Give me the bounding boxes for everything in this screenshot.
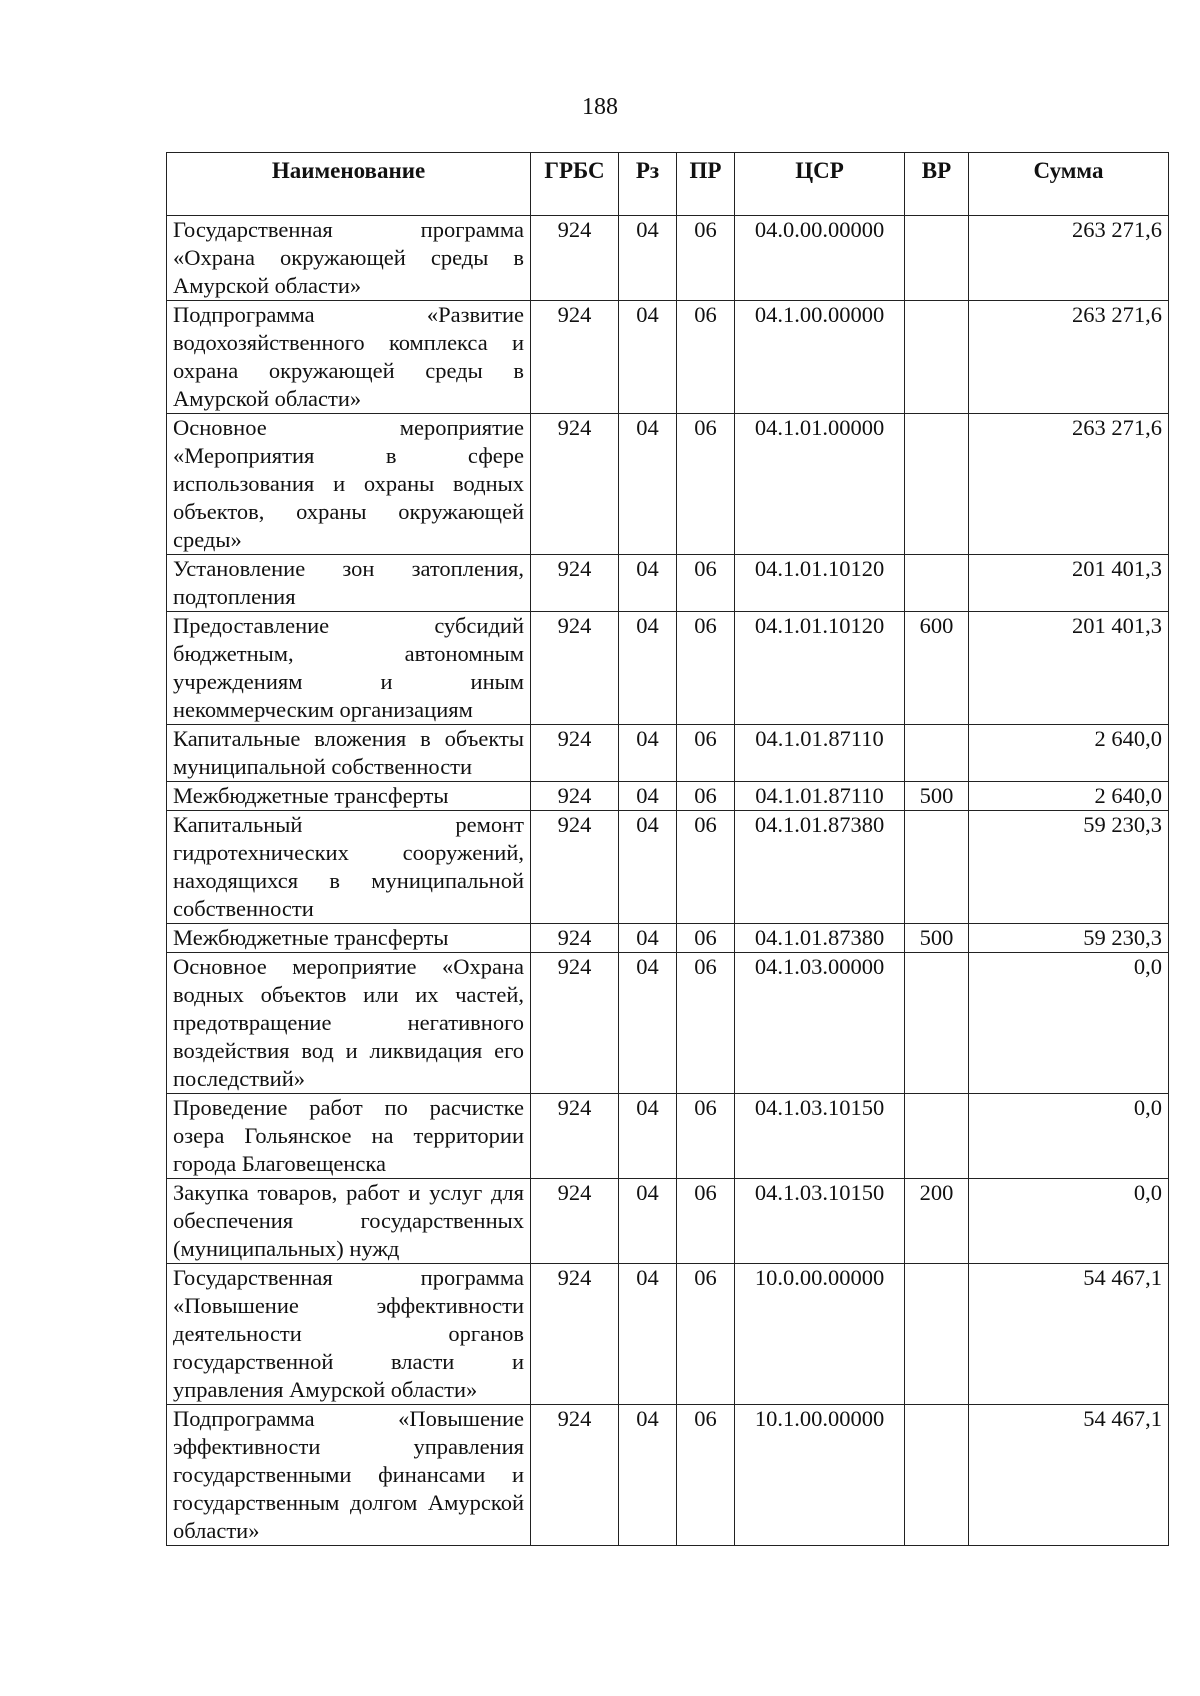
- row-grbs: 924: [531, 1179, 619, 1264]
- row-vr: [905, 1405, 969, 1546]
- row-csr: 04.1.01.10120: [735, 612, 905, 725]
- table-row: [167, 1405, 1169, 1546]
- row-sum: 59 230,3: [969, 811, 1169, 924]
- row-name: Основное мероприятие «Мероприятия в сфере использования и охраны водных объектов, охраны окружающей среды»: [167, 414, 531, 555]
- header-pr: ПР: [677, 153, 735, 216]
- table-row: [167, 555, 1169, 612]
- row-sum: 54 467,1: [969, 1264, 1169, 1405]
- row-pr: 06: [677, 953, 735, 1094]
- row-vr: [905, 1094, 969, 1179]
- row-grbs: 924: [531, 414, 619, 555]
- table-row: [167, 953, 1169, 1094]
- row-pr: 06: [677, 555, 735, 612]
- row-name: Основное мероприятие «Охрана водных объектов или их частей, предотвращение негативного воздействия вод и ликвидация его последствий»: [167, 953, 531, 1094]
- row-name: Межбюджетные трансферты: [167, 924, 531, 953]
- row-rz: 04: [619, 1264, 677, 1405]
- row-csr: 04.1.03.10150: [735, 1094, 905, 1179]
- row-pr: 06: [677, 924, 735, 953]
- table-row: [167, 216, 1169, 301]
- table-row: [167, 414, 1169, 555]
- row-pr: 06: [677, 811, 735, 924]
- row-rz: 04: [619, 782, 677, 811]
- row-rz: 04: [619, 725, 677, 782]
- row-vr: 200: [905, 1179, 969, 1264]
- row-csr: 04.0.00.00000: [735, 216, 905, 301]
- table-row: [167, 301, 1169, 414]
- row-sum: 263 271,6: [969, 216, 1169, 301]
- row-csr: 04.1.01.87110: [735, 725, 905, 782]
- row-pr: 06: [677, 301, 735, 414]
- row-vr: 500: [905, 924, 969, 953]
- row-csr: 04.1.01.00000: [735, 414, 905, 555]
- table-row: [167, 811, 1169, 924]
- row-sum: 201 401,3: [969, 555, 1169, 612]
- row-rz: 04: [619, 1179, 677, 1264]
- row-name: Государственная программа «Охрана окружающей среды в Амурской области»: [167, 216, 531, 301]
- row-rz: 04: [619, 953, 677, 1094]
- row-pr: 06: [677, 1264, 735, 1405]
- row-rz: 04: [619, 1405, 677, 1546]
- row-rz: 04: [619, 811, 677, 924]
- row-grbs: 924: [531, 301, 619, 414]
- row-sum: 59 230,3: [969, 924, 1169, 953]
- table-row: [167, 612, 1169, 725]
- row-name: Предоставление субсидий бюджетным, автономным учреждениям и иным некоммерческим организациям: [167, 612, 531, 725]
- row-name: Капитальные вложения в объекты муниципальной собственности: [167, 725, 531, 782]
- row-grbs: 924: [531, 1405, 619, 1546]
- row-pr: 06: [677, 612, 735, 725]
- table-row: [167, 782, 1169, 811]
- row-name: Государственная программа «Повышение эффективности деятельности органов государственной власти и управления Амурской области»: [167, 1264, 531, 1405]
- row-grbs: 924: [531, 811, 619, 924]
- row-csr: 10.0.00.00000: [735, 1264, 905, 1405]
- row-name: Межбюджетные трансферты: [167, 782, 531, 811]
- row-sum: 2 640,0: [969, 725, 1169, 782]
- row-vr: [905, 1264, 969, 1405]
- row-vr: [905, 811, 969, 924]
- table-header-row: [167, 153, 1169, 216]
- budget-table: [166, 152, 1169, 1546]
- header-vr: ВР: [905, 153, 969, 216]
- row-csr: 04.1.01.87380: [735, 924, 905, 953]
- row-csr: 04.1.01.10120: [735, 555, 905, 612]
- row-csr: 04.1.03.10150: [735, 1179, 905, 1264]
- header-sum: Сумма: [969, 153, 1169, 216]
- row-vr: [905, 414, 969, 555]
- row-vr: [905, 216, 969, 301]
- row-sum: 2 640,0: [969, 782, 1169, 811]
- header-rz: Рз: [619, 153, 677, 216]
- row-vr: [905, 725, 969, 782]
- row-grbs: 924: [531, 953, 619, 1094]
- header-grbs: ГРБС: [531, 153, 619, 216]
- row-sum: 263 271,6: [969, 414, 1169, 555]
- row-pr: 06: [677, 725, 735, 782]
- row-name: Установление зон затопления, подтопления: [167, 555, 531, 612]
- row-rz: 04: [619, 1094, 677, 1179]
- row-rz: 04: [619, 924, 677, 953]
- row-rz: 04: [619, 216, 677, 301]
- row-sum: 0,0: [969, 953, 1169, 1094]
- row-vr: 600: [905, 612, 969, 725]
- row-vr: [905, 301, 969, 414]
- row-vr: [905, 953, 969, 1094]
- page-number: 188: [582, 94, 618, 120]
- row-sum: 54 467,1: [969, 1405, 1169, 1546]
- row-sum: 0,0: [969, 1094, 1169, 1179]
- row-grbs: 924: [531, 924, 619, 953]
- row-grbs: 924: [531, 782, 619, 811]
- row-pr: 06: [677, 1179, 735, 1264]
- row-rz: 04: [619, 301, 677, 414]
- row-grbs: 924: [531, 1094, 619, 1179]
- row-grbs: 924: [531, 555, 619, 612]
- row-csr: 10.1.00.00000: [735, 1405, 905, 1546]
- row-pr: 06: [677, 216, 735, 301]
- table-row: [167, 725, 1169, 782]
- row-rz: 04: [619, 414, 677, 555]
- row-csr: 04.1.03.00000: [735, 953, 905, 1094]
- table-row: [167, 1264, 1169, 1405]
- header-name: Наименование: [167, 153, 531, 216]
- table-row: [167, 1094, 1169, 1179]
- row-pr: 06: [677, 1405, 735, 1546]
- row-csr: 04.1.00.00000: [735, 301, 905, 414]
- row-sum: 263 271,6: [969, 301, 1169, 414]
- header-csr: ЦСР: [735, 153, 905, 216]
- table-row: [167, 1179, 1169, 1264]
- row-pr: 06: [677, 414, 735, 555]
- row-name: Проведение работ по расчистке озера Гольянское на территории города Благовещенска: [167, 1094, 531, 1179]
- row-vr: 500: [905, 782, 969, 811]
- row-pr: 06: [677, 782, 735, 811]
- row-sum: 201 401,3: [969, 612, 1169, 725]
- row-vr: [905, 555, 969, 612]
- row-csr: 04.1.01.87110: [735, 782, 905, 811]
- row-name: Капитальный ремонт гидротехнических сооружений, находящихся в муниципальной собственности: [167, 811, 531, 924]
- row-pr: 06: [677, 1094, 735, 1179]
- row-rz: 04: [619, 555, 677, 612]
- row-rz: 04: [619, 612, 677, 725]
- table-row: [167, 924, 1169, 953]
- row-name: Подпрограмма «Повышение эффективности управления государственными финансами и государственным долгом Амурской области»: [167, 1405, 531, 1546]
- row-grbs: 924: [531, 612, 619, 725]
- row-grbs: 924: [531, 725, 619, 782]
- row-csr: 04.1.01.87380: [735, 811, 905, 924]
- row-grbs: 924: [531, 1264, 619, 1405]
- row-name: Закупка товаров, работ и услуг для обеспечения государственных (муниципальных) нужд: [167, 1179, 531, 1264]
- row-name: Подпрограмма «Развитие водохозяйственного комплекса и охрана окружающей среды в Амурской области»: [167, 301, 531, 414]
- row-grbs: 924: [531, 216, 619, 301]
- row-sum: 0,0: [969, 1179, 1169, 1264]
